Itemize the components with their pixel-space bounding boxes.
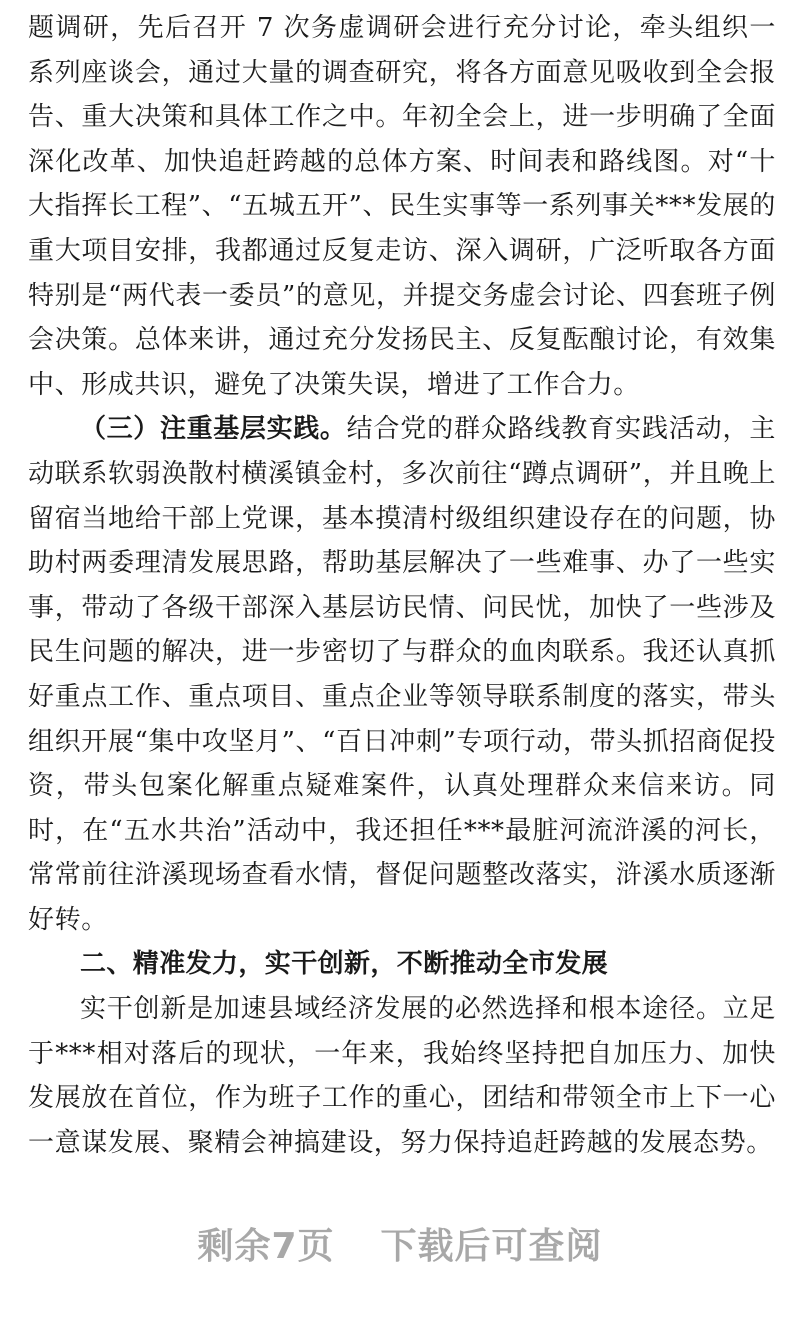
section-heading: 二、精准发力，实干创新，不断推动全市发展: [80, 949, 609, 980]
paragraph-2-body: 结合党的群众路线教育实践活动，主动联系软弱涣散村横溪镇金村，多次前往“蹲点调研”，并且晚上留宿当地给干部上党课，基本摸清村级组织建设存在的问题，协助村两委理清发展思路，帮助基层解决了一些难事、办了一些实事，带动了各级干部深入基层访民情、问民忧，加快了一些涉及民生问题的解决，进一步密切了与群众的血肉联系。我还认真抓好重点工作、重点项目、重点企业等领导联系制度的落实，带头组织开展“集中攻坚月”、“百日冲刺”专项行动，带头抓招商促投资，带头包案化解重点疑难案件，认真处理群众来信来访。同时，在“五水共治”活动中，我还担任***最脏河流浒溪的河长，常常前往浒溪现场查看水情，督促问题整改落实，浒溪水质逐渐好转。: [28, 414, 776, 935]
paragraph-3: 实干创新是加速县域经济发展的必然选择和根本途径。立足于***相对落后的现状，一年来，我始终坚持把自加压力、加快发展放在首位，作为班子工作的重心，团结和带领全市上下一心一意谋发展、聚精会神搞建设，努力保持追赶跨越的发展态势。: [28, 994, 776, 1158]
document-body: [28, 6, 776, 1165]
download-hint-text: 下载后可查阅: [380, 1226, 603, 1267]
paragraph-1: 题调研，先后召开 7 次务虚调研会进行充分讨论，牵头组织一系列座谈会，通过大量的调查研究，将各方面意见吸收到全会报告、重大决策和具体工作之中。年初全会上，进一步明确了全面深化改革、加快追赶跨越的总体方案、时间表和路线图。对“十大指挥长工程”、“五城五开”、民生实事等一系列事关***发展的重大项目安排，我都通过反复走访、深入调研，广泛听取各方面特别是“两代表一委员”的意见，并提交务虚会讨论、四套班子例会决策。总体来讲，通过充分发扬民主、反复酝酿讨论，有效集中、形成共识，避免了决策失误，增进了工作合力。: [28, 13, 776, 400]
paragraph-2-lead: （三）注重基层实践。: [80, 414, 347, 445]
remaining-pages-text: 剩余7页: [197, 1226, 335, 1267]
remaining-pages-banner[interactable]: [0, 1217, 800, 1277]
paragraph-2: [28, 407, 776, 942]
